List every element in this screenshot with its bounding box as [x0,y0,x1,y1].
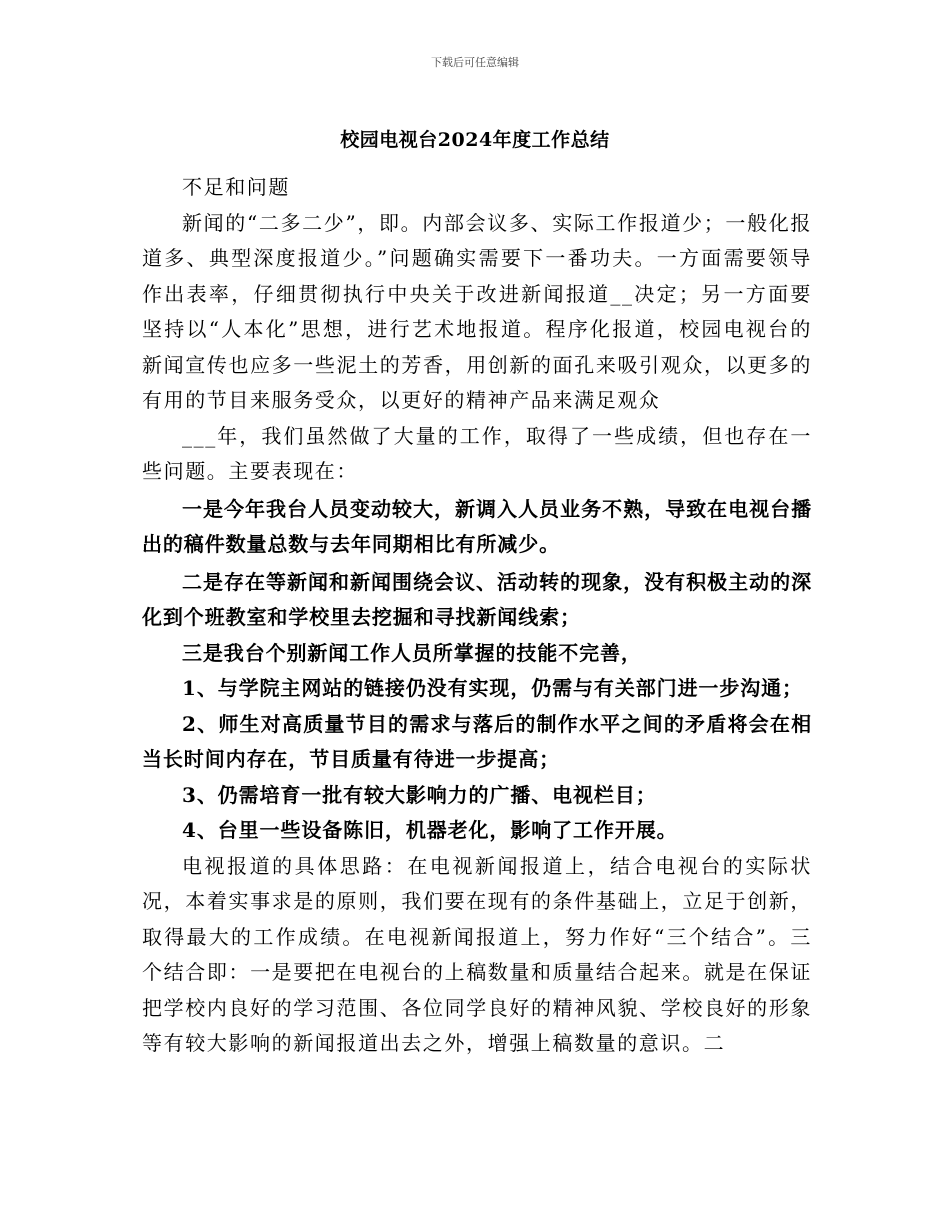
paragraph-year-summary: ___年，我们虽然做了大量的工作，取得了一些成绩，但也存在一些问题。主要表现在： [142,423,812,483]
paragraph-issue-one: 一是今年我台人员变动较大，新调入人员业务不熟，导致在电视台播出的稿件数量总数与去年同期相比有所减少。 [142,496,812,556]
list-item-2: 2、师生对高质量节目的需求与落后的制作水平之间的矛盾将会在相当长时间内存在，节目质量有待进一步提高； [142,711,812,771]
paragraph-issue-three: 三是我台个别新闻工作人员所掌握的技能不完善， [182,640,642,665]
document-title: 校园电视台2024年度工作总结 [340,129,610,151]
section-heading-shortcomings: 不足和问题 [182,175,290,199]
paragraph-issue-two: 二是存在等新闻和新闻围绕会议、活动转的现象，没有积极主动的深化到个班教室和学校里去挖掘和寻找新闻线索； [142,569,812,629]
paragraph-news-problems: 新闻的“二多二少”，即。内部会议多、实际工作报道少；一般化报道多、典型深度报道少。”问题确实需要下一番功夫。一方面需要领导作出表率，仔细贯彻执行中央关于改进新闻报道__决定；另一方面要坚持以“人本化”思想，进行艺术地报道。程序化报道，校园电视台的新闻宣传也应多一些泥土的芳香，用创新的面孔来吸引观众，以更多的有用的节目来服务受众，以更好的精神产品来满足观众 [142,210,812,412]
document-body [142,170,812,1062]
paragraph-reporting-approach: 电视报道的具体思路：在电视新闻报道上，结合电视台的实际状况，本着实事求是的原则，我们要在现有的条件基础上，立足于创新，取得最大的工作成绩。在电视新闻报道上，努力作好“三个结合”。三个结合即：一是要把在电视台的上稿数量和质量结合起来。就是在保证把学校内良好的学习范围、各位同学良好的精神风貌、学校良好的形象等有较大影响的新闻报道出去之外，增强上稿数量的意识。二 [142,853,812,1055]
page-header-note: 下载后可任意编辑 [431,56,519,69]
list-item-3: 3、仍需培育一批有较大影响力的广播、电视栏目； [182,782,657,807]
list-item-4: 4、台里一些设备陈旧，机器老化，影响了工作开展。 [182,818,678,842]
list-item-1: 1、与学院主网站的链接仍没有实现，仍需与有关部门进一步沟通； [182,676,803,700]
